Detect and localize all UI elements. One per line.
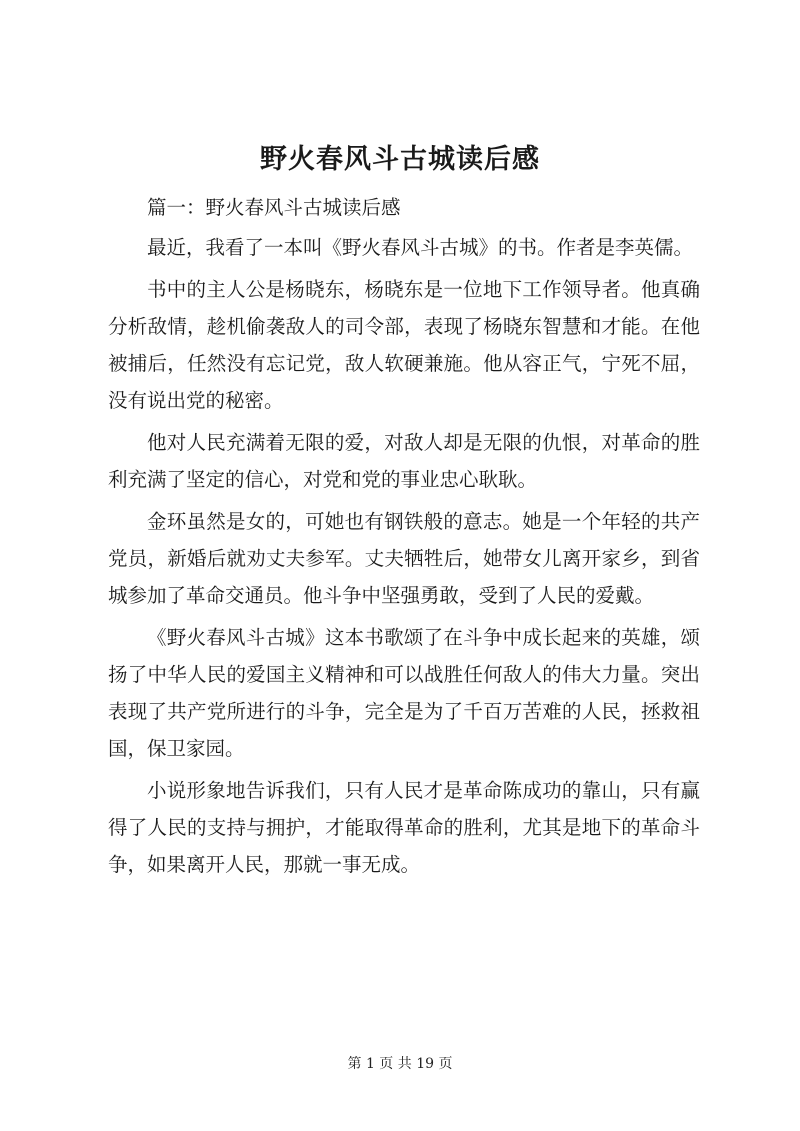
paragraph: 最近，我看了一本叫《野火春风斗古城》的书。作者是李英儒。	[147, 236, 694, 259]
paragraph: 小说形象地告诉我们，只有人民才是革命陈成功的靠山，只有赢得了人民的支持与拥护，才能取得革命的胜利，尤其是地下的革命斗争，如果离开人民，那就一事无成。	[108, 779, 700, 876]
paragraph: 他对人民充满着无限的爱，对敌人却是无限的仇恨，对革命的胜利充满了坚定的信心，对党和党的事业忠心耿耿。	[108, 431, 700, 491]
document-body	[108, 189, 700, 888]
paragraph: 金环虽然是女的，可她也有钢铁般的意志。她是一个年轻的共产党员，新婚后就劝丈夫参军。丈夫牺牲后，她带女儿离开家乡，到省城参加了革命交通员。他斗争中坚强勇敢，受到了人民的爱戴。	[108, 510, 700, 607]
paragraph: 《野火春风斗古城》这本书歌颂了在斗争中成长起来的英雄，颂扬了中华人民的爱国主义精神和可以战胜任何敌人的伟大力量。突出表现了共产党所进行的斗争，完全是为了千百万苦难的人民，拯救祖国，保卫家园。	[108, 626, 700, 760]
paragraph: 书中的主人公是杨晓东，杨晓东是一位地下工作领导者。他真确分析敌情，趁机偷袭敌人的司令部，表现了杨晓东智慧和才能。在他被捕后，任然没有忘记党，敌人软硬兼施。他从容正气，宁死不屈，没有说出党的秘密。	[108, 278, 700, 412]
page-title: 野火春风斗古城读后感	[260, 144, 540, 175]
page-footer	[0, 1054, 800, 1074]
section-heading: 篇一：野火春风斗古城读后感	[147, 196, 401, 219]
page-number-label: 第 1 页 共 19 页	[347, 1056, 453, 1072]
